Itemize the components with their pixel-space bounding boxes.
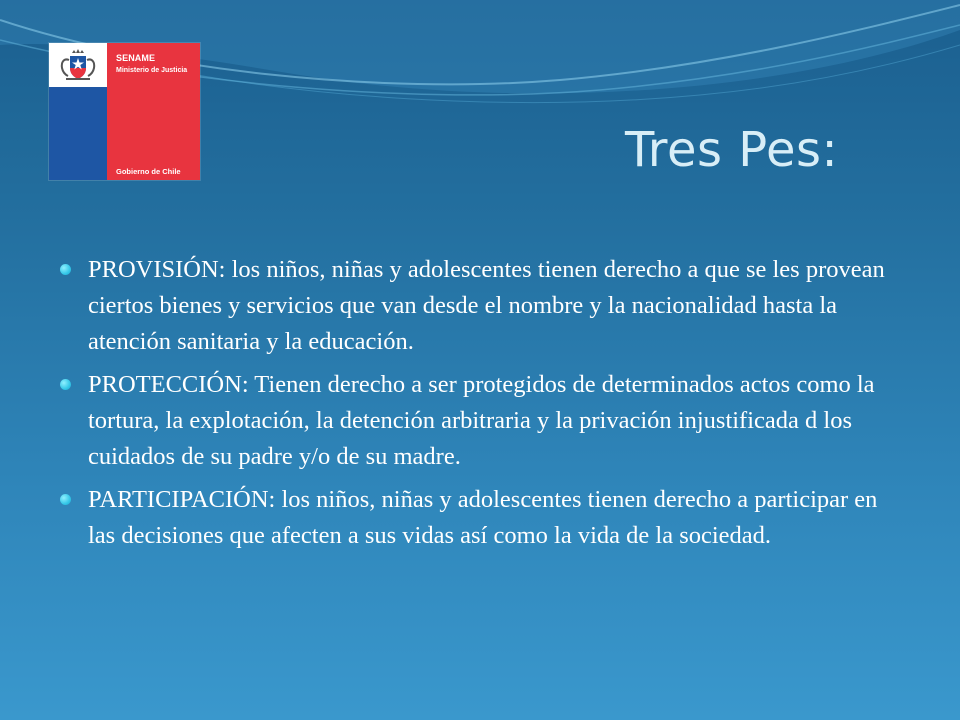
bullet-item bbox=[60, 482, 900, 554]
bullet-dot-icon bbox=[60, 494, 71, 505]
bullet-dot-icon bbox=[60, 379, 71, 390]
bullet-list bbox=[60, 252, 900, 561]
logo-red-panel bbox=[107, 43, 200, 180]
logo-government: Gobierno de Chile bbox=[116, 167, 181, 176]
chile-coat-of-arms-icon bbox=[49, 43, 107, 87]
bullet-dot-icon bbox=[60, 264, 71, 275]
sename-logo bbox=[49, 43, 200, 180]
bullet-item bbox=[60, 367, 900, 475]
bullet-text: PARTICIPACIÓN: los niños, niñas y adolescentes tienen derecho a participar en las decisiones que afecten a sus vidas así como la vida de la sociedad. bbox=[88, 486, 878, 549]
logo-ministry: Ministerio de Justicia bbox=[116, 67, 188, 74]
slide-title: Tres Pes: bbox=[625, 122, 839, 178]
logo-left-panel bbox=[49, 43, 107, 180]
bullet-text: PROTECCIÓN: Tienen derecho a ser protegidos de determinados actos como la tortura, la explotación, la detención arbitraria y la privación injustificada d los cuidados de su padre y/o de su madre. bbox=[88, 371, 875, 470]
logo-name: SENAME bbox=[116, 53, 156, 63]
logo-blue-band bbox=[49, 87, 107, 180]
bullet-item bbox=[60, 252, 900, 360]
bullet-text: PROVISIÓN: los niños, niñas y adolescentes tienen derecho a que se les provean ciertos bienes y servicios que van desde el nombre y la nacionalidad hasta la atención sanitaria y la educación. bbox=[88, 256, 885, 355]
